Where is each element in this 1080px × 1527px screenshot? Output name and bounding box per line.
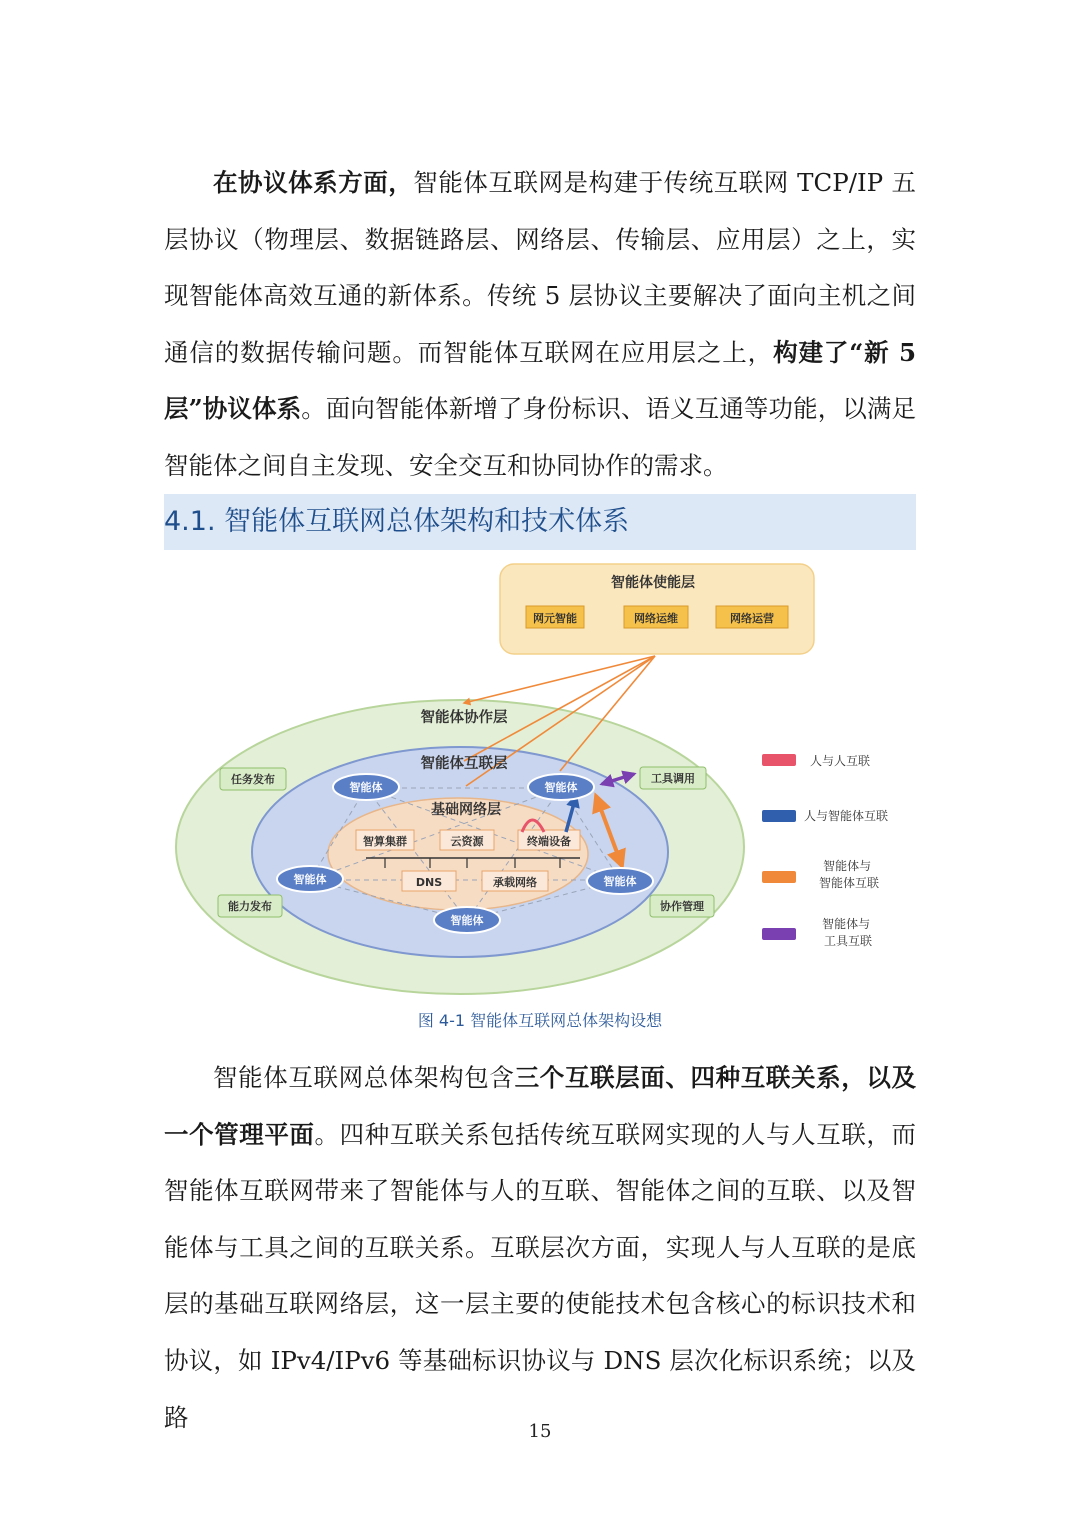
page-number: 15 — [528, 1421, 552, 1442]
legend-swatch-human-agent — [762, 810, 796, 822]
base-item-compute: 智算集群 — [363, 835, 407, 848]
collab-mgmt-box — [650, 895, 714, 917]
arch-text-2: 。四种互联关系包括传统互联网实现的人与人互联，而智能体互联网带来了智能体与人的互联、智能体之间的互联、以及智能体与工具之间的互联关系。互联层次方面，实现人与人互联的是底层的基础互联网络层，这一层主要的使能技术包含核心的标识技术和协议，如 IPv4/IPv6 等基础标识协议与 DNS 层次化标识系统；以及路 — [164, 1119, 917, 1432]
legend — [762, 754, 888, 948]
legend-agent-tool-line2: 工具互联 — [823, 934, 873, 948]
legend-label-human-agent: 人与智能体互联 — [804, 809, 889, 823]
section-heading — [164, 494, 916, 550]
base-item-cloud: 云资源 — [450, 835, 484, 848]
intro-paragraph — [164, 155, 916, 495]
enable-item-3: 网络运营 — [730, 612, 774, 625]
section-heading-text: 4.1. 智能体互联网总体架构和技术体系 — [164, 506, 630, 537]
svg-text:智能体: 智能体 — [603, 875, 637, 888]
enable-item-2: 网络运维 — [634, 612, 678, 625]
svg-text:智能体: 智能体 — [450, 914, 484, 927]
collab-layer-title: 智能体协作层 — [420, 710, 508, 726]
enable-layer-box — [500, 564, 814, 654]
legend-label-agent-agent — [819, 858, 879, 890]
svg-text:任务发布: 任务发布 — [231, 773, 275, 786]
legend-agent-agent-line2: 智能体互联 — [818, 876, 880, 890]
agent-node — [528, 774, 594, 800]
svg-text:智能体: 智能体 — [544, 781, 578, 794]
agent-node — [333, 774, 399, 800]
intro-text-1: 智能体互联网是构建于传统互联网 TCP/IP 五层协议（物理层、数据链路层、网络层、传输层、应用层）之上，实现智能体高效互通的新体系。传统 5 层协议主要解决了面向主机之间通信的数据传输问题。而智能体互联网在应用层之上， — [164, 168, 916, 367]
architecture-paragraph — [164, 1050, 916, 1446]
arch-bold-1: 三个互联层面、四种互联关系，以及一个管理平面 — [164, 1063, 917, 1149]
interconnect-layer-title: 智能体互联层 — [420, 756, 508, 772]
base-layer-title: 基础网络层 — [431, 802, 501, 818]
agent-node — [434, 907, 500, 933]
legend-agent-agent-line1: 智能体与 — [823, 859, 872, 873]
svg-text:智能体: 智能体 — [293, 873, 327, 886]
intro-bold-mid: 构建了“新 5 层”协议体系 — [164, 337, 916, 424]
legend-swatch-agent-tool — [762, 928, 796, 940]
base-item-dns: DNS — [415, 876, 443, 889]
agent-node — [277, 866, 343, 892]
intro-bold-lead: 在协议体系方面， — [213, 168, 414, 197]
svg-text:智能体: 智能体 — [349, 781, 383, 794]
legend-agent-tool-line1: 智能体与 — [822, 917, 871, 931]
svg-text:协作管理: 协作管理 — [660, 900, 704, 913]
intro-text-2: 。面向智能体新增了身份标识、语义互通等功能，以满足智能体之间自主发现、安全交互和协同协作的需求。 — [164, 394, 917, 480]
architecture-figure — [0, 556, 1080, 1006]
legend-label-agent-tool — [822, 916, 874, 948]
ability-publish-box — [218, 895, 282, 917]
base-item-terminal: 终端设备 — [527, 835, 571, 848]
enable-item-1: 网元智能 — [533, 612, 577, 625]
arch-text-1: 智能体互联网总体架构包含 — [213, 1063, 515, 1092]
legend-label-human-human: 人与人互联 — [810, 754, 871, 768]
legend-swatch-agent-agent — [762, 871, 796, 883]
svg-text:能力发布: 能力发布 — [228, 900, 272, 913]
svg-text:工具调用: 工具调用 — [651, 772, 695, 785]
base-item-bearer: 承载网络 — [493, 876, 537, 889]
agent-node — [587, 868, 653, 894]
legend-swatch-human-human — [762, 754, 796, 766]
task-publish-box — [220, 768, 286, 790]
enable-layer-title: 智能体使能层 — [611, 575, 695, 591]
figure-caption: 图 4-1 智能体互联网总体架构设想 — [417, 1011, 663, 1030]
tool-call-box — [640, 767, 706, 789]
